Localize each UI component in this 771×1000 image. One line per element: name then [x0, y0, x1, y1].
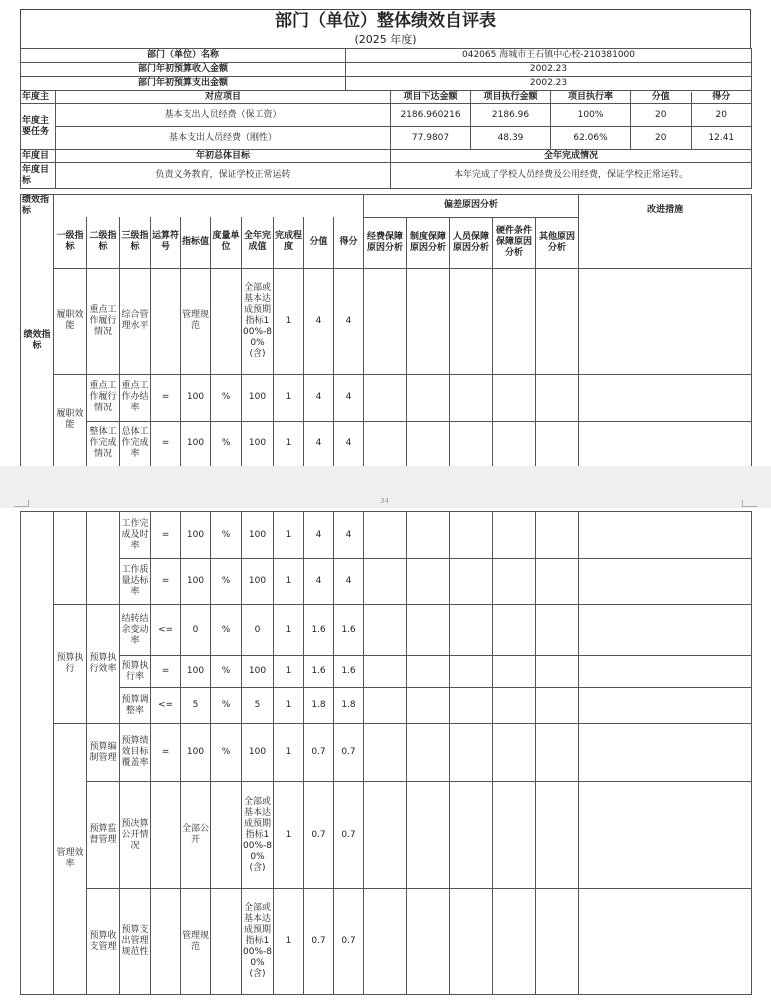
row-degree: 1 — [274, 374, 304, 421]
task-executed: 48.39 — [471, 127, 551, 150]
row-l1: 履职效能 — [54, 374, 87, 466]
task-scores — [631, 104, 752, 127]
row-actual: 0 — [242, 605, 274, 656]
row-target: 100 — [181, 656, 211, 688]
h-d1: 经费保障原因分析 — [364, 217, 407, 268]
row-l2: 重点工作履行情况 — [87, 374, 120, 421]
dept-name-label: 部门（单位）名称 — [21, 49, 346, 63]
row-l3: 预算调整率 — [120, 688, 151, 724]
row-measure — [579, 688, 752, 724]
row-l3: 工作质量达标率 — [120, 559, 151, 605]
row-dev4 — [493, 656, 536, 688]
row-dev5 — [536, 512, 579, 559]
task-issued: 77.9807 — [391, 127, 471, 150]
tasks-header-side: 年度主 — [21, 91, 56, 104]
row-dev2 — [407, 605, 450, 656]
h-actual: 全年完成值 — [242, 217, 274, 268]
tasks-header-weight: 分值 — [631, 92, 692, 103]
h-score: 得分 — [334, 217, 364, 268]
row-score: 4 — [334, 421, 364, 466]
row-score: 0.7 — [334, 782, 364, 889]
row-dev3 — [450, 688, 493, 724]
h-l1: 一级指标 — [54, 217, 87, 268]
row-l3: 总体工作完成率 — [120, 421, 151, 466]
row-measure — [579, 782, 752, 889]
row-op: = — [151, 656, 181, 688]
measures-header: 改进措施 — [579, 195, 752, 269]
row-op: = — [151, 512, 181, 559]
tasks-header-scores — [631, 91, 752, 104]
row-dev4 — [493, 421, 536, 466]
row-degree: 1 — [274, 605, 304, 656]
row-l3: 结转结余变动率 — [120, 605, 151, 656]
row-dev3 — [450, 605, 493, 656]
row-dev3 — [450, 656, 493, 688]
row-dev1 — [364, 782, 407, 889]
row-target: 100 — [181, 724, 211, 782]
row-dev3 — [450, 421, 493, 466]
row-actual: 5 — [242, 688, 274, 724]
row-dev1 — [364, 374, 407, 421]
row-dev5 — [536, 421, 579, 466]
tasks-header-rate: 项目执行率 — [551, 91, 631, 104]
tasks-header-project: 对应项目 — [56, 91, 391, 104]
row-unit: % — [211, 688, 242, 724]
row-degree: 1 — [274, 512, 304, 559]
crop-mark — [742, 500, 757, 507]
row-score: 0.7 — [334, 724, 364, 782]
row-measure — [579, 421, 752, 466]
row-op — [151, 889, 181, 995]
row-actual: 100 — [242, 512, 274, 559]
perf-side-label: 绩效指标 — [21, 217, 54, 466]
deviation-header: 偏差原因分析 — [364, 195, 579, 218]
perf-table-page1 — [20, 194, 752, 467]
h-target: 指标值 — [181, 217, 211, 268]
row-weight: 4 — [304, 268, 334, 374]
row-l2: 预算收支管理 — [87, 889, 120, 995]
row-target: 100 — [181, 512, 211, 559]
row-dev4 — [493, 268, 536, 374]
row-dev4 — [493, 559, 536, 605]
row-score: 1.8 — [334, 688, 364, 724]
row-op: <= — [151, 688, 181, 724]
page-title: 部门（单位）整体绩效自评表 — [20, 9, 751, 31]
row-target: 100 — [181, 559, 211, 605]
row-weight: 4 — [304, 559, 334, 605]
row-weight: 4 — [304, 421, 334, 466]
row-l3: 预算执行率 — [120, 656, 151, 688]
row-op — [151, 268, 181, 374]
row-l1: 履职效能 — [54, 268, 87, 374]
perf-header-blank — [54, 195, 364, 218]
row-dev1 — [364, 724, 407, 782]
row-op: <= — [151, 605, 181, 656]
row-dev5 — [536, 268, 579, 374]
row-dev3 — [450, 374, 493, 421]
task-item: 基本支出人员经费（刚性） — [56, 127, 391, 150]
row-l2: 整体工作完成情况 — [87, 421, 120, 466]
header-table — [20, 48, 752, 189]
h-d2: 制度保障原因分析 — [407, 217, 450, 268]
row-target: 100 — [181, 421, 211, 466]
task-score: 20 — [715, 109, 727, 120]
row-degree: 1 — [274, 688, 304, 724]
row-l2 — [87, 512, 120, 605]
h-l2: 二级指标 — [87, 217, 120, 268]
h-d3: 人员保障原因分析 — [450, 217, 493, 268]
income-value: 2002.23 — [346, 63, 752, 77]
row-dev4 — [493, 605, 536, 656]
row-unit — [211, 782, 242, 889]
row-weight: 1.8 — [304, 688, 334, 724]
row-degree: 1 — [274, 559, 304, 605]
task-executed: 2186.96 — [471, 104, 551, 127]
row-dev5 — [536, 605, 579, 656]
row-measure — [579, 724, 752, 782]
row-dev1 — [364, 889, 407, 995]
row-dev4 — [493, 782, 536, 889]
row-dev5 — [536, 374, 579, 421]
row-dev1 — [364, 512, 407, 559]
row-dev1 — [364, 605, 407, 656]
page-number: 34 — [380, 497, 389, 505]
row-op: = — [151, 724, 181, 782]
row-dev5 — [536, 889, 579, 995]
row-l1: 管理效率 — [54, 724, 87, 995]
row-dev2 — [407, 559, 450, 605]
tasks-side-label: 年度主要任务 — [21, 104, 56, 150]
row-target: 5 — [181, 688, 211, 724]
perf-side-top: 绩效指标 — [21, 195, 54, 218]
row-dev1 — [364, 559, 407, 605]
row-dev1 — [364, 656, 407, 688]
row-dev2 — [407, 374, 450, 421]
row-target: 管理规范 — [181, 268, 211, 374]
expense-value: 2002.23 — [346, 77, 752, 91]
row-dev4 — [493, 512, 536, 559]
row-dev3 — [450, 559, 493, 605]
row-dev2 — [407, 268, 450, 374]
crop-mark — [14, 500, 29, 507]
row-actual: 全部或基本达成预期指标100%-80%(含) — [242, 889, 274, 995]
row-unit: % — [211, 656, 242, 688]
row-measure — [579, 374, 752, 421]
row-dev5 — [536, 688, 579, 724]
row-weight: 4 — [304, 512, 334, 559]
row-measure — [579, 605, 752, 656]
goals-side-label: 年度目标 — [21, 163, 56, 189]
row-target: 100 — [181, 374, 211, 421]
row-score: 1.6 — [334, 605, 364, 656]
row-dev3 — [450, 268, 493, 374]
row-weight: 1.6 — [304, 656, 334, 688]
row-weight: 0.7 — [304, 724, 334, 782]
h-d4: 硬件条件保障原因分析 — [493, 217, 536, 268]
tasks-header-issued: 项目下达金额 — [391, 91, 471, 104]
row-l3: 预算绩效目标覆盖率 — [120, 724, 151, 782]
row-unit: % — [211, 605, 242, 656]
row-dev1 — [364, 268, 407, 374]
row-dev2 — [407, 656, 450, 688]
goals-initial-header: 年初总体目标 — [56, 150, 391, 163]
row-dev2 — [407, 421, 450, 466]
perf-side-continued — [21, 512, 54, 995]
row-dev4 — [493, 374, 536, 421]
row-l2: 重点工作履行情况 — [87, 268, 120, 374]
row-unit: % — [211, 421, 242, 466]
page-break — [0, 466, 771, 508]
task-issued: 2186.960216 — [391, 104, 471, 127]
row-op — [151, 782, 181, 889]
row-target: 全部公开 — [181, 782, 211, 889]
row-degree: 1 — [274, 782, 304, 889]
row-weight: 0.7 — [304, 782, 334, 889]
expense-label: 部门年初预算支出金额 — [21, 77, 346, 91]
row-dev5 — [536, 559, 579, 605]
row-degree: 1 — [274, 268, 304, 374]
row-l3: 预决算公开情况 — [120, 782, 151, 889]
row-dev3 — [450, 512, 493, 559]
row-score: 4 — [334, 268, 364, 374]
income-label: 部门年初预算收入金额 — [21, 63, 346, 77]
row-score: 0.7 — [334, 889, 364, 995]
goals-done-header: 全年完成情况 — [391, 150, 752, 163]
row-dev4 — [493, 688, 536, 724]
tasks-header-score: 得分 — [712, 91, 731, 102]
row-dev3 — [450, 782, 493, 889]
row-score: 4 — [334, 559, 364, 605]
row-dev5 — [536, 782, 579, 889]
row-unit — [211, 268, 242, 374]
row-weight: 0.7 — [304, 889, 334, 995]
goals-initial-text: 负责义务教育，保证学校正常运转 — [56, 163, 391, 189]
h-d5: 其他原因分析 — [536, 217, 579, 268]
h-l3: 三级指标 — [120, 217, 151, 268]
row-unit — [211, 889, 242, 995]
dept-name-value: 042065 海城市王石镇中心校-210381000 — [346, 49, 752, 63]
row-dev2 — [407, 889, 450, 995]
task-weight: 20 — [631, 127, 692, 149]
row-l2: 预算监督管理 — [87, 782, 120, 889]
row-dev2 — [407, 724, 450, 782]
row-dev3 — [450, 889, 493, 995]
row-l1 — [54, 512, 87, 605]
row-dev1 — [364, 421, 407, 466]
row-actual: 100 — [242, 421, 274, 466]
row-actual: 100 — [242, 724, 274, 782]
row-degree: 1 — [274, 421, 304, 466]
row-dev5 — [536, 656, 579, 688]
row-l2: 预算编制管理 — [87, 724, 120, 782]
row-actual: 100 — [242, 559, 274, 605]
row-dev5 — [536, 724, 579, 782]
row-score: 4 — [334, 374, 364, 421]
row-op: = — [151, 559, 181, 605]
row-dev3 — [450, 724, 493, 782]
perf-table-page2 — [20, 511, 752, 995]
row-measure — [579, 268, 752, 374]
row-dev4 — [493, 724, 536, 782]
row-score: 4 — [334, 512, 364, 559]
h-degree: 完成程度 — [274, 217, 304, 268]
row-unit: % — [211, 512, 242, 559]
row-l2: 预算执行效率 — [87, 605, 120, 724]
row-dev4 — [493, 889, 536, 995]
row-unit: % — [211, 724, 242, 782]
task-rate: 62.06% — [551, 127, 631, 150]
row-actual: 全部或基本达成预期指标100%-80%(含) — [242, 782, 274, 889]
task-weight: 20 — [631, 104, 692, 126]
row-unit: % — [211, 559, 242, 605]
row-weight: 4 — [304, 374, 334, 421]
row-op: = — [151, 421, 181, 466]
h-op: 运算符号 — [151, 217, 181, 268]
row-measure — [579, 512, 752, 559]
goals-done-text: 本年完成了学校人员经费及公用经费，保证学校正常运转。 — [391, 163, 752, 189]
row-weight: 1.6 — [304, 605, 334, 656]
row-op: = — [151, 374, 181, 421]
row-l3: 预算支出管理规范性 — [120, 889, 151, 995]
row-dev1 — [364, 688, 407, 724]
row-dev2 — [407, 688, 450, 724]
task-rate: 100% — [551, 104, 631, 127]
row-dev2 — [407, 512, 450, 559]
row-target: 0 — [181, 605, 211, 656]
row-actual: 100 — [242, 656, 274, 688]
h-unit: 度量单位 — [211, 217, 242, 268]
task-scores — [631, 127, 752, 150]
row-score: 1.6 — [334, 656, 364, 688]
row-measure — [579, 889, 752, 995]
h-weight: 分值 — [304, 217, 334, 268]
row-actual: 100 — [242, 374, 274, 421]
goals-side-top: 年度目 — [21, 150, 56, 163]
row-unit: % — [211, 374, 242, 421]
task-item: 基本支出人员经费（保工资） — [56, 104, 391, 127]
row-degree: 1 — [274, 889, 304, 995]
row-measure — [579, 559, 752, 605]
row-dev2 — [407, 782, 450, 889]
row-l3: 重点工作办结率 — [120, 374, 151, 421]
page-subtitle-year: (2025 年度) — [20, 31, 751, 48]
row-measure — [579, 656, 752, 688]
row-degree: 1 — [274, 656, 304, 688]
row-degree: 1 — [274, 724, 304, 782]
row-l3: 综合管理水平 — [120, 268, 151, 374]
tasks-header-executed: 项目执行金额 — [471, 91, 551, 104]
task-score: 12.41 — [708, 132, 735, 143]
row-l1: 预算执行 — [54, 605, 87, 724]
row-actual: 全部或基本达成预期指标100%-80%(含) — [242, 268, 274, 374]
row-l3: 工作完成及时率 — [120, 512, 151, 559]
row-target: 管理规范 — [181, 889, 211, 995]
